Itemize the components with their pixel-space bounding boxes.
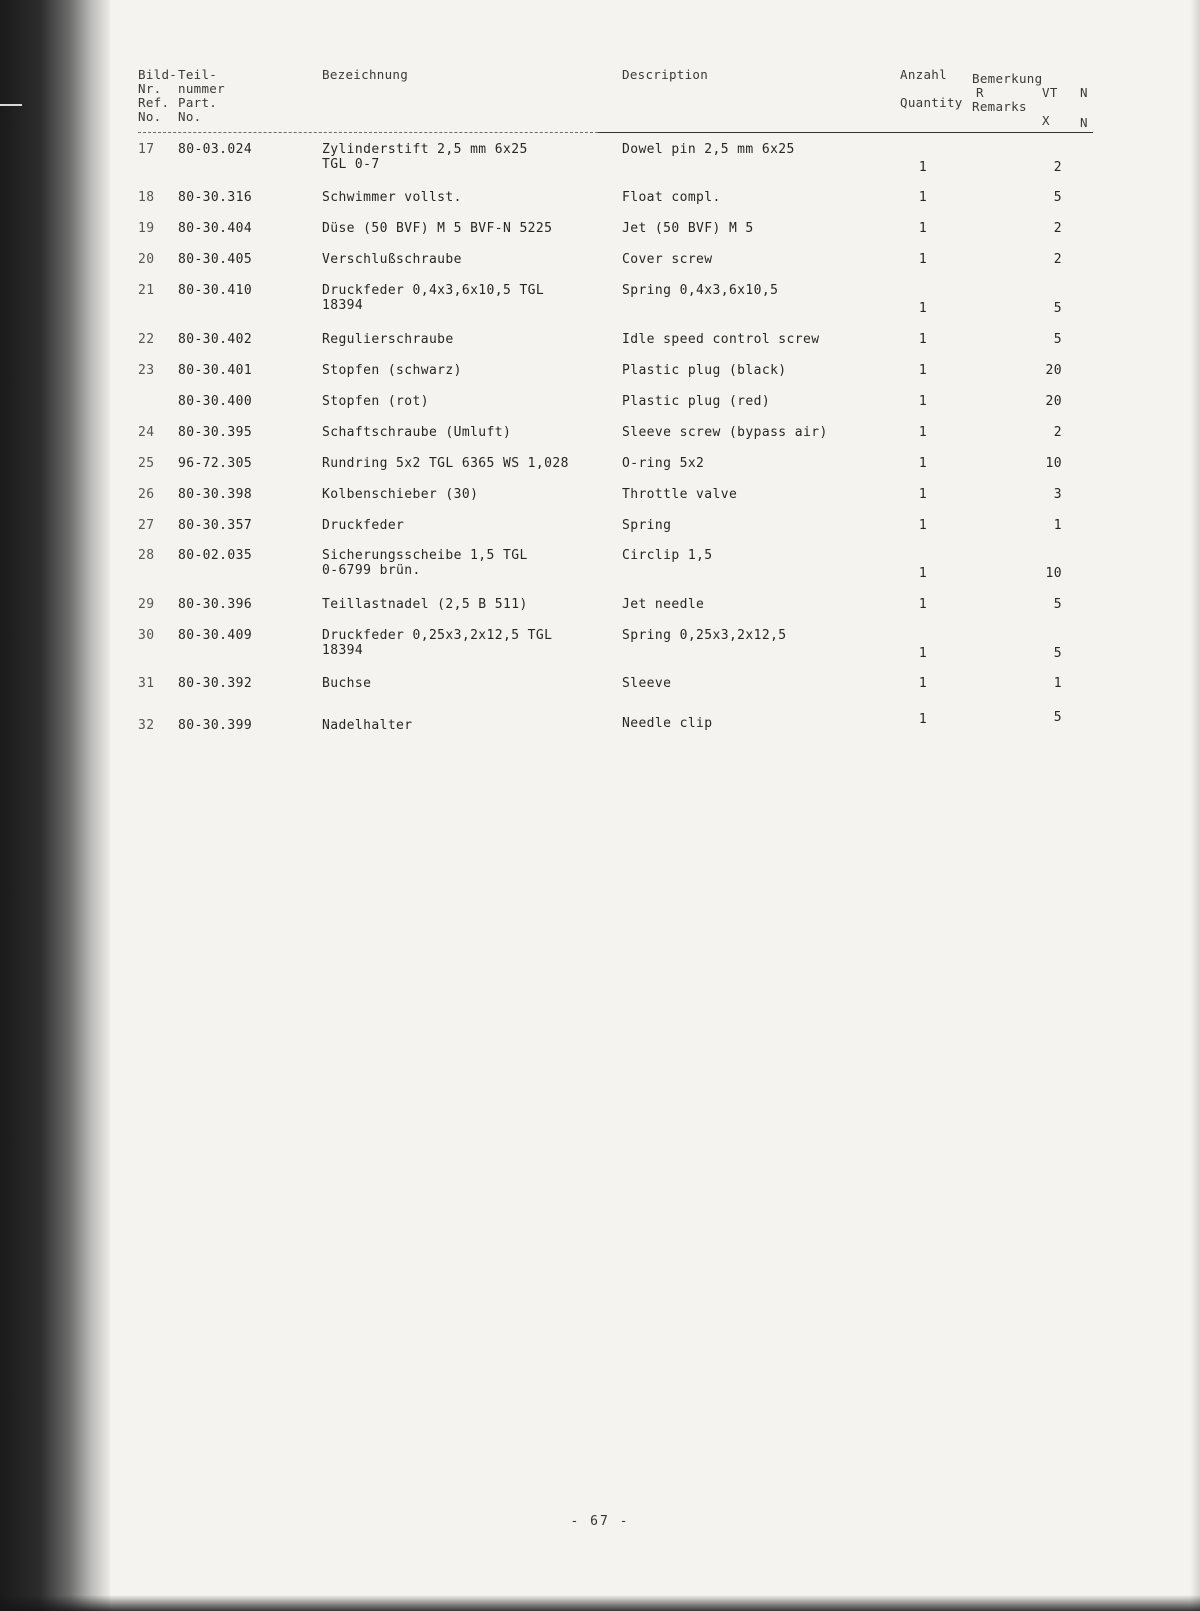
ref-number: 17 <box>138 142 155 157</box>
part-number: 80-30.402 <box>178 332 253 347</box>
part-number: 80-30.399 <box>178 718 253 733</box>
bezeichnung-text: Teillastnadel (2,5 B 511) <box>322 597 528 612</box>
bezeichnung-text: Druckfeder 0,4x3,6x10,5 TGL <box>322 283 545 298</box>
remarks-value: 5 <box>1053 710 1062 725</box>
ref-number: 22 <box>138 332 155 347</box>
ref-number: 23 <box>138 363 155 378</box>
part-number: 80-30.410 <box>178 283 253 298</box>
description-text: Sleeve <box>622 676 672 691</box>
quantity-value: 1 <box>918 676 928 691</box>
quantity-value: 1 <box>918 456 928 471</box>
description-text: Sleeve screw (bypass air) <box>622 425 828 440</box>
quantity-value: 1 <box>918 301 928 316</box>
ref-number: 20 <box>138 252 155 267</box>
quantity-value: 1 <box>918 160 928 175</box>
parts-list-sheet <box>138 66 1093 733</box>
remarks-value: 2 <box>1053 221 1062 236</box>
ref-number: 29 <box>138 597 155 612</box>
page-number: - 67 - <box>570 1514 630 1529</box>
quantity-value: 1 <box>918 221 928 236</box>
ref-number: 24 <box>138 425 155 440</box>
description-text: Needle clip <box>622 716 713 731</box>
ref-number: 25 <box>138 456 155 471</box>
header-rule-dashed <box>138 132 598 133</box>
part-number: 96-72.305 <box>178 456 253 471</box>
header-anzahl: Anzahl <box>900 67 947 82</box>
bezeichnung-text: Schaftschraube (Umluft) <box>322 425 512 440</box>
part-number: 80-30.409 <box>178 628 253 643</box>
header-sub-vt: VT <box>1042 85 1058 100</box>
quantity-value: 1 <box>918 487 928 502</box>
bezeichnung-text: Verschlußschraube <box>322 252 462 267</box>
bezeichnung-text: Sicherungsscheibe 1,5 TGL <box>322 548 528 563</box>
ref-number: 21 <box>138 283 155 298</box>
part-number: 80-30.357 <box>178 518 253 533</box>
bezeichnung-text: Rundring 5x2 TGL 6365 WS 1,028 <box>322 456 569 471</box>
header-part-line1: Teil- <box>178 67 218 82</box>
remarks-value: 2 <box>1053 160 1062 175</box>
header-ref-line4: No. <box>138 109 162 124</box>
part-number: 80-30.392 <box>178 676 253 691</box>
description-text: Throttle valve <box>622 487 738 502</box>
bezeichnung-text: Stopfen (rot) <box>322 394 429 409</box>
quantity-value: 1 <box>918 332 928 347</box>
remarks-value: 2 <box>1053 252 1062 267</box>
description-text: O-ring 5x2 <box>622 456 705 471</box>
header-sub-n1: N <box>1080 85 1088 100</box>
header-ref-line3: Ref. <box>138 95 170 110</box>
header-sub-r: R <box>976 85 984 100</box>
remarks-value: 10 <box>1045 456 1062 471</box>
description-text: Plastic plug (black) <box>622 363 787 378</box>
remarks-value: 5 <box>1053 646 1062 661</box>
description-text: Jet (50 BVF) M 5 <box>622 221 754 236</box>
header-sub-x: X <box>1042 113 1050 128</box>
part-number: 80-02.035 <box>178 548 253 563</box>
bezeichnung-text: Düse (50 BVF) M 5 BVF-N 5225 <box>322 221 553 236</box>
table-header <box>138 66 1093 132</box>
scan-bottom-shadow <box>0 1595 1200 1611</box>
description-text: Float compl. <box>622 190 721 205</box>
remarks-value: 5 <box>1053 597 1062 612</box>
description-text: Cover screw <box>622 252 713 267</box>
header-quantity: Quantity <box>900 95 963 110</box>
header-ref-line2: Nr. <box>138 81 162 96</box>
bezeichnung-text: Zylinderstift 2,5 mm 6x25 <box>322 142 528 157</box>
ref-number: 18 <box>138 190 155 205</box>
part-number: 80-30.395 <box>178 425 253 440</box>
ref-number: 26 <box>138 487 155 502</box>
remarks-value: 5 <box>1053 190 1062 205</box>
quantity-value: 1 <box>918 363 928 378</box>
header-rule-solid <box>598 132 1093 133</box>
header-sub-n2: N <box>1080 115 1088 130</box>
bezeichnung-text: Druckfeder <box>322 518 405 533</box>
remarks-value: 5 <box>1053 332 1062 347</box>
quantity-value: 1 <box>918 566 928 581</box>
page-edge-shadow <box>1190 0 1200 1611</box>
remarks-value: 5 <box>1053 301 1062 316</box>
ref-number: 27 <box>138 518 155 533</box>
remarks-value: 10 <box>1045 566 1062 581</box>
quantity-value: 1 <box>918 646 928 661</box>
part-number: 80-30.401 <box>178 363 253 378</box>
description-text: Dowel pin 2,5 mm 6x25 <box>622 142 795 157</box>
header-part-line3: Part. <box>178 95 218 110</box>
remarks-value: 3 <box>1053 487 1062 502</box>
book-spine-shadow <box>0 0 110 1611</box>
bezeichnung-text-line2: 0-6799 brün. <box>322 563 421 578</box>
bezeichnung-text-line2: 18394 <box>322 643 364 658</box>
quantity-value: 1 <box>918 252 928 267</box>
description-text: Idle speed control screw <box>622 332 820 347</box>
remarks-value: 1 <box>1053 676 1062 691</box>
remarks-value: 2 <box>1053 425 1062 440</box>
ref-number: 28 <box>138 548 155 563</box>
quantity-value: 1 <box>918 597 928 612</box>
description-text: Plastic plug (red) <box>622 394 771 409</box>
ref-number: 19 <box>138 221 155 236</box>
part-number: 80-30.400 <box>178 394 253 409</box>
part-number: 80-30.404 <box>178 221 253 236</box>
part-number: 80-30.396 <box>178 597 253 612</box>
part-number: 80-30.398 <box>178 487 253 502</box>
bezeichnung-text-line2: TGL 0-7 <box>322 157 380 172</box>
bezeichnung-text: Schwimmer vollst. <box>322 190 462 205</box>
remarks-value: 20 <box>1045 363 1062 378</box>
header-ref-line1: Bild- <box>138 67 178 82</box>
header-remarks: Remarks <box>972 99 1027 114</box>
header-bemerkung: Bemerkung <box>972 71 1043 86</box>
ref-number: 30 <box>138 628 155 643</box>
header-part-line2: nummer <box>178 81 225 96</box>
description-text: Spring 0,25x3,2x12,5 <box>622 628 787 643</box>
bezeichnung-text: Buchse <box>322 676 372 691</box>
description-text: Circlip 1,5 <box>622 548 713 563</box>
header-bezeichnung: Bezeichnung <box>322 67 409 82</box>
bezeichnung-text: Druckfeder 0,25x3,2x12,5 TGL <box>322 628 553 643</box>
ref-number: 31 <box>138 676 155 691</box>
part-number: 80-30.405 <box>178 252 253 267</box>
bezeichnung-text: Kolbenschieber (30) <box>322 487 479 502</box>
part-number: 80-03.024 <box>178 142 253 157</box>
header-description: Description <box>622 67 709 82</box>
description-text: Spring <box>622 518 672 533</box>
quantity-value: 1 <box>918 518 928 533</box>
description-text: Jet needle <box>622 597 705 612</box>
quantity-value: 1 <box>918 712 928 727</box>
bezeichnung-text: Regulierschraube <box>322 332 454 347</box>
ref-number: 32 <box>138 718 155 733</box>
remarks-value: 20 <box>1045 394 1062 409</box>
bezeichnung-text: Stopfen (schwarz) <box>322 363 462 378</box>
spine-mark <box>0 104 22 106</box>
bezeichnung-text: Nadelhalter <box>322 718 413 733</box>
part-number: 80-30.316 <box>178 190 253 205</box>
remarks-value: 1 <box>1053 518 1062 533</box>
quantity-value: 1 <box>918 394 928 409</box>
quantity-value: 1 <box>918 190 928 205</box>
bezeichnung-text-line2: 18394 <box>322 298 364 313</box>
header-part-line4: No. <box>178 109 202 124</box>
quantity-value: 1 <box>918 425 928 440</box>
description-text: Spring 0,4x3,6x10,5 <box>622 283 779 298</box>
